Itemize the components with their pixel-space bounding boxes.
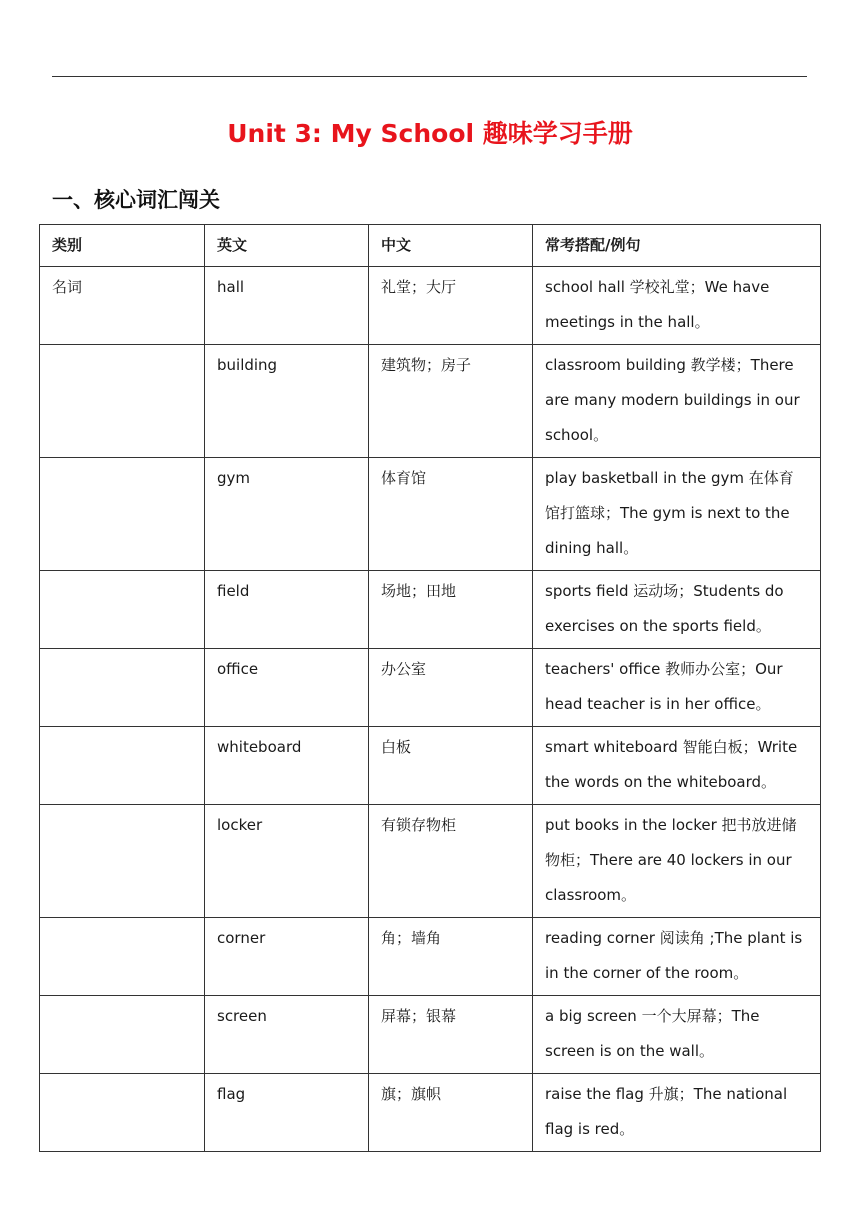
table-row [40, 805, 821, 918]
table-row [40, 918, 821, 996]
english-cell: hall [205, 267, 369, 345]
english-cell: whiteboard [205, 727, 369, 805]
chinese-cell: 有锁存物柜 [369, 805, 533, 918]
example-cell: teachers' office 教师办公室；Our head teacher is in her office。 [533, 649, 821, 727]
chinese-cell: 礼堂；大厅 [369, 267, 533, 345]
table-row [40, 1074, 821, 1152]
table-row [40, 727, 821, 805]
english-cell: office [205, 649, 369, 727]
section-heading: 一、核心词汇闯关 [52, 188, 220, 212]
category-cell [40, 571, 205, 649]
chinese-cell: 场地；田地 [369, 571, 533, 649]
category-cell [40, 918, 205, 996]
chinese-cell: 屏幕；银幕 [369, 996, 533, 1074]
chinese-cell: 角；墙角 [369, 918, 533, 996]
table-row [40, 267, 821, 345]
english-cell: gym [205, 458, 369, 571]
chinese-cell: 旗；旗帜 [369, 1074, 533, 1152]
category-cell [40, 649, 205, 727]
category-cell [40, 727, 205, 805]
english-cell: corner [205, 918, 369, 996]
category-cell [40, 458, 205, 571]
english-cell: locker [205, 805, 369, 918]
table-row [40, 649, 821, 727]
chinese-cell: 白板 [369, 727, 533, 805]
example-cell: school hall 学校礼堂；We have meetings in the hall。 [533, 267, 821, 345]
english-cell: screen [205, 996, 369, 1074]
example-cell: a big screen 一个大屏幕；The screen is on the wall。 [533, 996, 821, 1074]
category-cell [40, 1074, 205, 1152]
english-cell: flag [205, 1074, 369, 1152]
category-cell [40, 996, 205, 1074]
category-cell: 名词 [40, 267, 205, 345]
chinese-cell: 办公室 [369, 649, 533, 727]
table-row [40, 345, 821, 458]
column-header-chinese: 中文 [369, 225, 533, 267]
example-cell: sports field 运动场；Students do exercises on the sports field。 [533, 571, 821, 649]
chinese-cell: 建筑物；房子 [369, 345, 533, 458]
column-header-example: 常考搭配/例句 [533, 225, 821, 267]
table-row [40, 996, 821, 1074]
english-cell: field [205, 571, 369, 649]
example-cell: smart whiteboard 智能白板；Write the words on the whiteboard。 [533, 727, 821, 805]
example-cell: put books in the locker 把书放进储物柜；There are 40 lockers in our classroom。 [533, 805, 821, 918]
example-cell: classroom building 教学楼；There are many modern buildings in our school。 [533, 345, 821, 458]
example-cell: reading corner 阅读角 ;The plant is in the corner of the room。 [533, 918, 821, 996]
example-cell: play basketball in the gym 在体育馆打篮球；The gym is next to the dining hall。 [533, 458, 821, 571]
document-title: Unit 3: My School 趣味学习手册 [227, 119, 633, 148]
column-header-category: 类别 [40, 225, 205, 267]
header-rule [52, 76, 807, 77]
vocabulary-table [39, 224, 821, 1152]
category-cell [40, 345, 205, 458]
table-header-row [40, 225, 821, 267]
column-header-english: 英文 [205, 225, 369, 267]
english-cell: building [205, 345, 369, 458]
table-row [40, 458, 821, 571]
category-cell [40, 805, 205, 918]
chinese-cell: 体育馆 [369, 458, 533, 571]
example-cell: raise the flag 升旗；The national flag is red。 [533, 1074, 821, 1152]
table-row [40, 571, 821, 649]
